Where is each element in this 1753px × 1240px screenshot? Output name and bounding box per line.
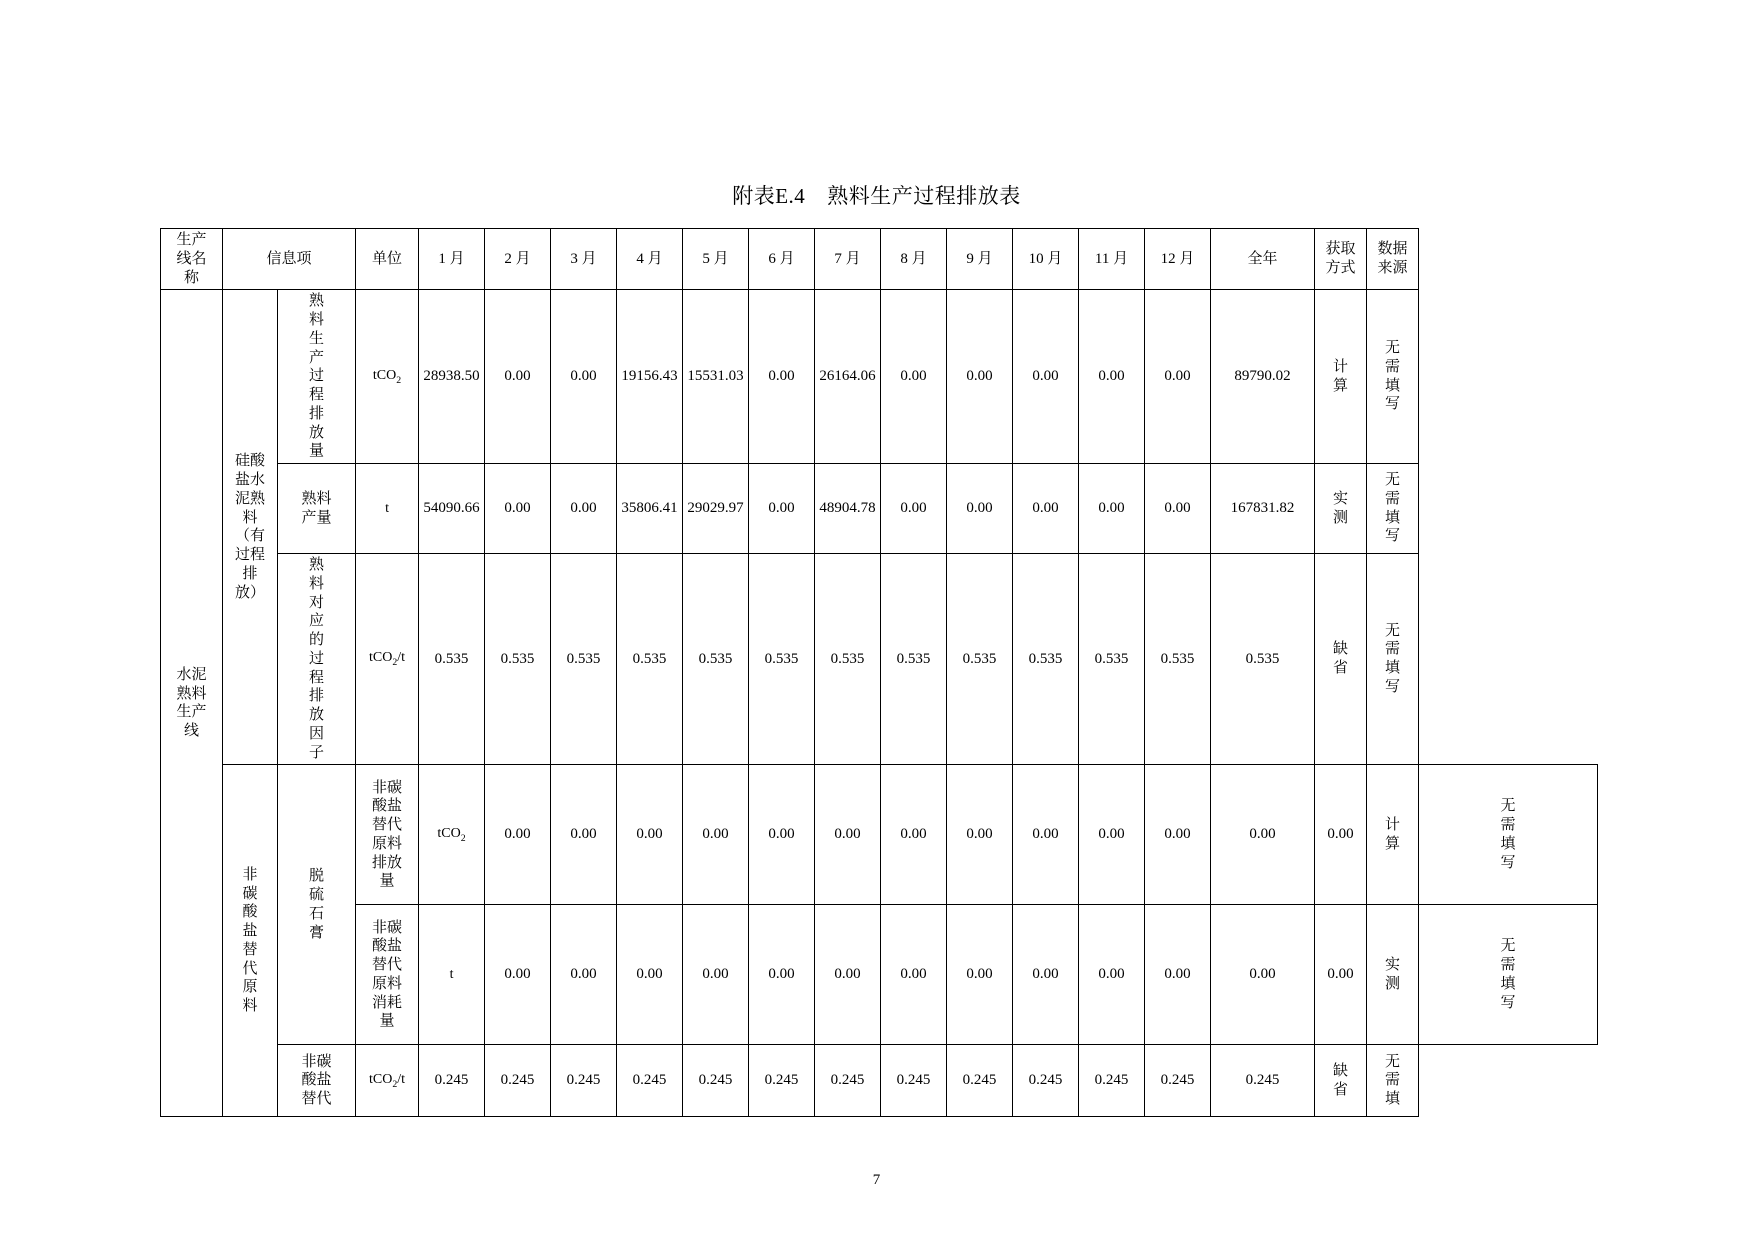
cell-item-label: 非碳酸盐替代原料排放量	[356, 765, 419, 905]
cell-value: 0.535	[485, 554, 551, 765]
cell-value: 0.245	[1079, 1045, 1145, 1117]
header-month-2: 2 月	[485, 229, 551, 290]
cell-acquire-method: 缺省	[1315, 1045, 1367, 1117]
header-month-1: 1 月	[419, 229, 485, 290]
cell-value: 0.245	[1145, 1045, 1211, 1117]
cell-value: 0.00	[881, 290, 947, 464]
cell-value: 0.00	[815, 905, 881, 1045]
cell-value: 0.00	[1013, 464, 1079, 554]
cell-value: 0.00	[551, 765, 617, 905]
header-unit: 单位	[356, 229, 419, 290]
header-month-11: 11 月	[1079, 229, 1145, 290]
cell-unit: tCO$_2$/t	[356, 1045, 419, 1117]
cell-line-name: 水泥熟料生产线	[161, 290, 223, 1117]
table-row	[161, 554, 1598, 765]
cell-value: 0.00	[1145, 290, 1211, 464]
cell-value: 0.245	[485, 1045, 551, 1117]
cell-value: 48904.78	[815, 464, 881, 554]
cell-value: 0.245	[617, 1045, 683, 1117]
cell-value: 0.00	[551, 464, 617, 554]
header-month-12: 12 月	[1145, 229, 1211, 290]
cell-value: 0.245	[419, 1045, 485, 1117]
header-month-4: 4 月	[617, 229, 683, 290]
header-info-item: 信息项	[223, 229, 356, 290]
cell-unit: t	[419, 905, 485, 1045]
header-month-9: 9 月	[947, 229, 1013, 290]
table-row	[161, 765, 1598, 905]
cell-data-source: 无需填写	[1367, 554, 1419, 765]
cell-value: 0.535	[881, 554, 947, 765]
cell-group-label-silicate: 硅酸盐水泥熟料（有过程排放）	[223, 290, 278, 765]
cell-group-label-noncarbonate: 非碳酸盐替代原料	[223, 765, 278, 1117]
cell-value: 28938.50	[419, 290, 485, 464]
header-month-7: 7 月	[815, 229, 881, 290]
cell-value: 0.00	[485, 765, 551, 905]
table-row	[161, 905, 1598, 1045]
cell-value: 0.00	[749, 464, 815, 554]
cell-data-source: 无需填写	[1419, 905, 1598, 1045]
cell-value: 0.00	[485, 905, 551, 1045]
cell-unit: tCO$_2$/t	[356, 554, 419, 765]
cell-acquire-method: 缺省	[1315, 554, 1367, 765]
cell-value: 0.245	[683, 1045, 749, 1117]
cell-value: 0.00	[947, 765, 1013, 905]
cell-item-label: 熟料产量	[278, 464, 356, 554]
cell-value: 0.00	[1079, 290, 1145, 464]
title-sub: 熟料生产过程排放表	[827, 184, 1021, 208]
cell-value: 0.535	[749, 554, 815, 765]
cell-value: 0.00	[551, 290, 617, 464]
cell-value: 0.00	[947, 290, 1013, 464]
cell-value: 0.00	[1079, 905, 1145, 1045]
cell-value: 0.535	[947, 554, 1013, 765]
cell-acquire-method: 计算	[1367, 765, 1419, 905]
cell-value: 0.00	[1145, 464, 1211, 554]
cell-year-value: 167831.82	[1211, 464, 1315, 554]
cell-subgroup-label-desulf-gypsum: 脱硫石膏	[278, 765, 356, 1045]
cell-value: 29029.97	[683, 464, 749, 554]
cell-value: 0.00	[1013, 905, 1079, 1045]
cell-value: 0.00	[749, 290, 815, 464]
cell-value: 0.245	[1013, 1045, 1079, 1117]
cell-unit: t	[356, 464, 419, 554]
cell-value: 0.535	[815, 554, 881, 765]
header-data-source: 数据来源	[1367, 229, 1419, 290]
cell-value: 0.535	[1013, 554, 1079, 765]
header-month-8: 8 月	[881, 229, 947, 290]
table-row	[161, 1045, 1598, 1117]
cell-value: 0.00	[749, 765, 815, 905]
cell-value: 0.00	[1079, 765, 1145, 905]
cell-data-source: 无需填写	[1419, 765, 1598, 905]
clinker-process-emission-table	[160, 228, 1598, 1117]
title-main: 附表E.4	[732, 184, 806, 208]
cell-value: 0.00	[485, 464, 551, 554]
cell-value: 0.00	[881, 905, 947, 1045]
cell-value: 0.00	[881, 464, 947, 554]
cell-year-value: 0.535	[1211, 554, 1315, 765]
cell-value: 0.00	[1013, 765, 1079, 905]
cell-value: 0.535	[419, 554, 485, 765]
cell-value: 0.535	[1079, 554, 1145, 765]
page-number: 7	[872, 1172, 881, 1188]
cell-item-label: 熟料生产过程排放量	[278, 290, 356, 464]
header-month-3: 3 月	[551, 229, 617, 290]
cell-value: 0.245	[551, 1045, 617, 1117]
cell-item-label: 非碳酸盐替代	[278, 1045, 356, 1117]
cell-item-label: 非碳酸盐替代原料消耗量	[356, 905, 419, 1045]
cell-value: 0.00	[551, 905, 617, 1045]
cell-value: 15531.03	[683, 290, 749, 464]
cell-value: 0.245	[881, 1045, 947, 1117]
cell-data-source: 无需填写	[1367, 464, 1419, 554]
cell-value: 0.245	[815, 1045, 881, 1117]
cell-value: 0.535	[551, 554, 617, 765]
cell-data-source: 无需填写	[1367, 290, 1419, 464]
cell-value: 0.00	[617, 905, 683, 1045]
cell-value: 0.245	[749, 1045, 815, 1117]
cell-item-label: 熟料对应的过程排放因子	[278, 554, 356, 765]
cell-value: 0.245	[947, 1045, 1013, 1117]
cell-value: 0.00	[881, 765, 947, 905]
table-row	[161, 290, 1598, 464]
table-header-row	[161, 229, 1598, 290]
cell-acquire-method: 计算	[1315, 290, 1367, 464]
cell-value: 0.00	[1211, 765, 1315, 905]
cell-value: 35806.41	[617, 464, 683, 554]
cell-value: 0.00	[815, 765, 881, 905]
cell-value: 0.00	[1211, 905, 1315, 1045]
cell-value: 0.535	[1145, 554, 1211, 765]
cell-value: 0.00	[1145, 905, 1211, 1045]
cell-value: 0.00	[485, 290, 551, 464]
header-month-5: 5 月	[683, 229, 749, 290]
cell-value: 0.00	[947, 464, 1013, 554]
page-title	[0, 180, 1753, 210]
cell-value: 26164.06	[815, 290, 881, 464]
cell-value: 19156.43	[617, 290, 683, 464]
cell-year-value: 0.00	[1315, 765, 1367, 905]
cell-acquire-method: 实测	[1367, 905, 1419, 1045]
cell-value: 0.00	[1013, 290, 1079, 464]
cell-year-value: 0.245	[1211, 1045, 1315, 1117]
cell-unit: tCO$_2$	[419, 765, 485, 905]
cell-value: 0.00	[1145, 765, 1211, 905]
cell-value: 0.00	[947, 905, 1013, 1045]
cell-value: 0.535	[683, 554, 749, 765]
cell-value: 0.00	[749, 905, 815, 1045]
header-line-name: 生产线名称	[161, 229, 223, 290]
cell-value: 0.00	[683, 765, 749, 905]
cell-value: 0.00	[1079, 464, 1145, 554]
header-month-10: 10 月	[1013, 229, 1079, 290]
cell-value: 0.00	[683, 905, 749, 1045]
header-month-6: 6 月	[749, 229, 815, 290]
cell-acquire-method: 实测	[1315, 464, 1367, 554]
table-row	[161, 464, 1598, 554]
cell-value: 54090.66	[419, 464, 485, 554]
cell-value: 0.535	[617, 554, 683, 765]
cell-data-source: 无需填	[1367, 1045, 1419, 1117]
header-year: 全年	[1211, 229, 1315, 290]
cell-year-value: 0.00	[1315, 905, 1367, 1045]
header-acquire-method: 获取方式	[1315, 229, 1367, 290]
cell-year-value: 89790.02	[1211, 290, 1315, 464]
cell-value: 0.00	[617, 765, 683, 905]
cell-unit: tCO$_2$	[356, 290, 419, 464]
